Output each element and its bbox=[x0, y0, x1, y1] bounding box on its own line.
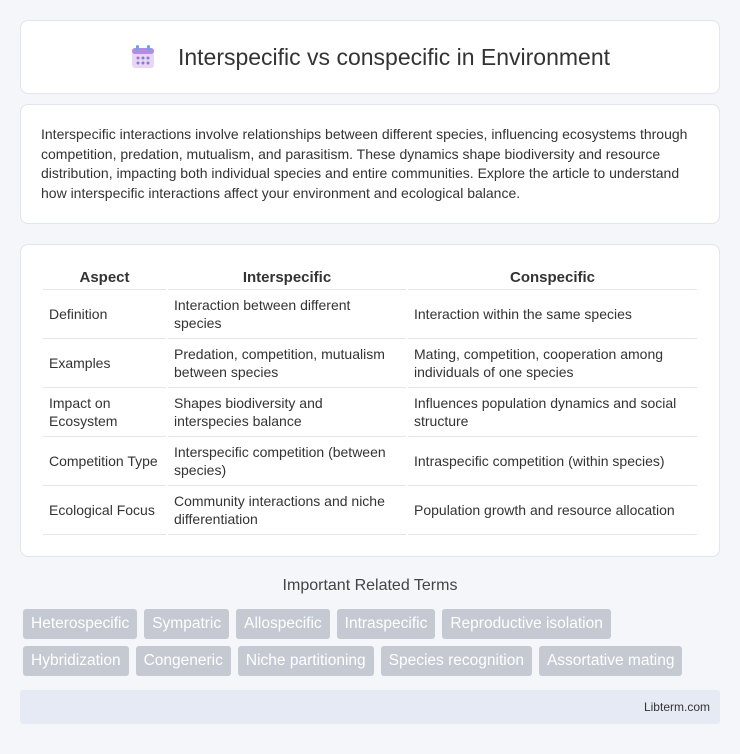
table-cell: Definition bbox=[43, 289, 166, 338]
page-title: Interspecific vs conspecific in Environment bbox=[177, 43, 611, 70]
tag-assortative-mating[interactable]: Assortative mating bbox=[539, 646, 683, 676]
related-terms-title: Important Related Terms bbox=[282, 577, 458, 594]
table-cell: Interaction within the same species bbox=[408, 289, 697, 338]
table-cell: Interaction between different species bbox=[168, 289, 406, 338]
table-cell: Predation, competition, mutualism between species bbox=[168, 338, 406, 387]
header-aspect: Aspect bbox=[79, 268, 130, 286]
intro-card bbox=[20, 104, 720, 224]
table-row bbox=[43, 338, 697, 387]
table-cell: Influences population dynamics and social structure bbox=[408, 387, 697, 436]
tag-row bbox=[23, 609, 723, 639]
tag-reproductive-isolation[interactable]: Reproductive isolation bbox=[442, 609, 611, 639]
tag-hybridization[interactable]: Hybridization bbox=[23, 646, 129, 676]
intro-text: Interspecific interactions involve relationships between different species, influencing ecosystems through competition, predation, mutualism, and parasitism. These dynamics shape biodiversity and resource distribution, impacting both individual species and entire communities. Explore the article to understand how interspecific interactions affect your environment and ecological balance. bbox=[41, 126, 688, 201]
tag-species-recognition[interactable]: Species recognition bbox=[381, 646, 532, 676]
tag-congeneric[interactable]: Congeneric bbox=[136, 646, 231, 676]
table-cell: Examples bbox=[43, 338, 166, 387]
table-cell: Intraspecific competition (within species) bbox=[408, 436, 697, 485]
table-header-row bbox=[43, 265, 697, 289]
tag-sympatric[interactable]: Sympatric bbox=[144, 609, 229, 639]
comparison-table-card bbox=[20, 244, 720, 557]
footer bbox=[20, 690, 720, 724]
tag-row bbox=[23, 646, 723, 676]
table-cell: Competition Type bbox=[43, 436, 166, 485]
tag-heterospecific[interactable]: Heterospecific bbox=[23, 609, 137, 639]
header-conspecific: Conspecific bbox=[509, 268, 596, 286]
title-card bbox=[20, 20, 720, 94]
comparison-table bbox=[41, 265, 699, 535]
calendar-icon bbox=[130, 44, 156, 70]
footer-site-link[interactable]: Libterm.com bbox=[643, 700, 710, 714]
table-cell: Impact on Ecosystem bbox=[43, 387, 166, 436]
table-cell: Interspecific competition (between species) bbox=[168, 436, 406, 485]
related-terms bbox=[23, 609, 723, 683]
tag-allospecific[interactable]: Allospecific bbox=[236, 609, 330, 639]
table-row bbox=[43, 436, 697, 485]
table-cell: Community interactions and niche differentiation bbox=[168, 485, 406, 535]
tag-intraspecific[interactable]: Intraspecific bbox=[337, 609, 436, 639]
tag-niche-partitioning[interactable]: Niche partitioning bbox=[238, 646, 374, 676]
table-row bbox=[43, 387, 697, 436]
table-cell: Ecological Focus bbox=[43, 485, 166, 535]
table-cell: Population growth and resource allocation bbox=[408, 485, 697, 535]
table-row bbox=[43, 289, 697, 338]
table-row bbox=[43, 485, 697, 535]
header-interspecific: Interspecific bbox=[242, 268, 332, 286]
table-cell: Mating, competition, cooperation among individuals of one species bbox=[408, 338, 697, 387]
table-cell: Shapes biodiversity and interspecies balance bbox=[168, 387, 406, 436]
